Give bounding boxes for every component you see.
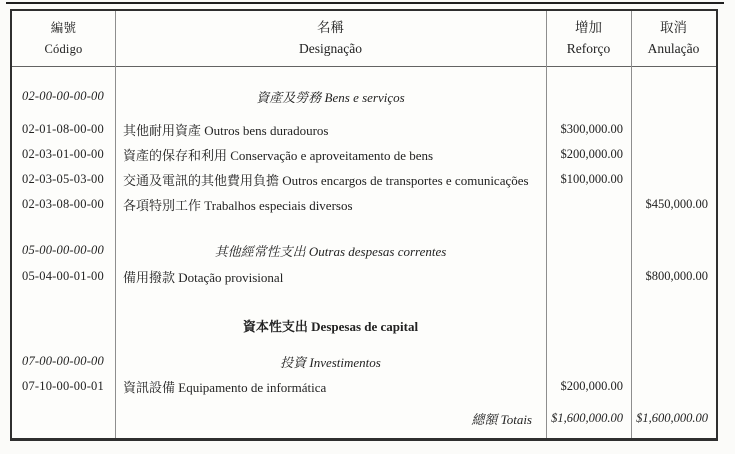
table-row-totals: [12, 405, 716, 431]
code-cell: 02-03-08-00-00: [22, 197, 104, 211]
reforco-cell: $300,000.00: [560, 122, 623, 136]
table-header: [12, 11, 716, 67]
table-row: [12, 142, 716, 166]
header-designation-zh: 名稱: [317, 20, 344, 35]
code-cell: 05-04-00-01-00: [22, 269, 104, 283]
budget-amendment-table: [10, 9, 718, 441]
page-top-rule: [6, 2, 724, 4]
designation-cell: 其他經常性支出 Outras despesas correntes: [214, 243, 447, 259]
header-reforco-zh: 增加: [575, 20, 602, 35]
anulacao-cell: $450,000.00: [645, 197, 708, 211]
designation-cell: 備用撥款 Dotação provisional: [123, 270, 284, 285]
anulacao-cell: $800,000.00: [645, 269, 708, 283]
table-row-chapter: [12, 312, 716, 338]
header-code-zh: 編號: [50, 21, 77, 35]
header-anulacao: [631, 11, 716, 66]
table-row-section: [12, 348, 716, 374]
designation-cell: 投資 Investimentos: [280, 354, 381, 370]
designation-cell: 交通及電訊的其他費用負擔 Outros encargos de transportes e comunicações: [123, 172, 529, 188]
designation-cell: 其他耐用資產 Outros bens duradouros: [123, 123, 329, 138]
reforco-cell: $200,000.00: [560, 146, 623, 161]
code-cell: 05-00-00-00-00: [22, 242, 104, 257]
table-body: [12, 67, 716, 431]
designation-cell: 各項特別工作 Trabalhos especiais diversos: [123, 198, 353, 213]
table-row: [12, 117, 716, 142]
designation-cell: 資本性支出 Despesas de capital: [242, 318, 419, 334]
header-reforco: [546, 11, 631, 66]
header-reforco-pt: Reforço: [566, 41, 611, 56]
header-anulacao-zh: 取消: [660, 20, 687, 35]
header-code: [12, 11, 115, 66]
spacer: [12, 338, 716, 348]
designation-cell: 資產及勞務 Bens e serviços: [256, 89, 405, 105]
spacer: [12, 67, 716, 75]
code-cell: 07-00-00-00-00: [22, 353, 104, 368]
totals-label: 總額 Totais: [471, 411, 532, 427]
code-cell: 02-00-00-00-00: [22, 88, 104, 103]
table-row: [12, 374, 716, 399]
header-designation: [115, 11, 546, 66]
reforco-cell: $200,000.00: [560, 379, 623, 393]
header-designation-pt: Designação: [299, 41, 362, 56]
reforco-cell: $100,000.00: [560, 171, 623, 186]
table-row-section: [12, 75, 716, 117]
code-cell: 02-01-08-00-00: [22, 122, 104, 136]
code-cell: 02-03-01-00-00: [22, 146, 104, 161]
anulacao-total-cell: $1,600,000.00: [636, 410, 708, 425]
spacer: [12, 290, 716, 312]
spacer: [12, 217, 716, 237]
table-row: [12, 263, 716, 290]
table-row: [12, 192, 716, 217]
designation-cell: 資產的保存和利用 Conservação e aproveitamento de bens: [123, 147, 434, 163]
code-cell: 07-10-00-00-01: [22, 379, 104, 393]
header-code-pt: Código: [44, 42, 83, 56]
code-cell: 02-03-05-03-00: [22, 171, 104, 186]
designation-cell: 資訊設備 Equipamento de informática: [123, 380, 327, 395]
table-row: [12, 166, 716, 192]
table-row-section: [12, 237, 716, 263]
header-anulacao-pt: Anulação: [647, 41, 700, 56]
reforco-total-cell: $1,600,000.00: [551, 410, 623, 425]
